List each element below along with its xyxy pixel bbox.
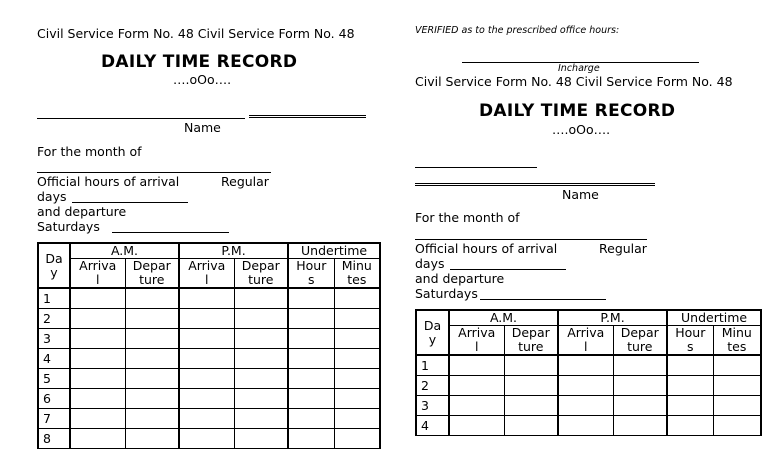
name-line-double (415, 183, 655, 186)
title-ornament: ….oOo…. (173, 72, 232, 87)
month-line (37, 172, 271, 173)
table-row: 2 (38, 309, 380, 329)
verified-text: VERIFIED as to the prescribed office hours: (415, 25, 620, 36)
saturdays-line (112, 232, 229, 233)
name-label: Name (184, 120, 221, 135)
am-header: A.M. (70, 243, 179, 259)
hours-header: Hour s (667, 326, 713, 356)
pm-departure-header: Depar ture (234, 259, 288, 289)
pm-arrival-header: Arriva l (558, 326, 613, 356)
form-header: Civil Service Form No. 48 Civil Service Form No. 48 (415, 74, 733, 89)
name-line-double (249, 115, 366, 118)
form-title: DAILY TIME RECORD (479, 101, 676, 121)
minutes-header: Minu tes (713, 326, 761, 356)
days-line (72, 202, 188, 203)
name-line (415, 167, 537, 168)
table-row: 1 (416, 355, 761, 376)
name-line (37, 118, 245, 119)
pm-header: P.M. (179, 243, 288, 259)
table-row: 1 (38, 288, 380, 309)
table-row: 4 (38, 349, 380, 369)
pm-departure-header: Depar ture (613, 326, 667, 356)
form-title: DAILY TIME RECORD (101, 52, 298, 72)
am-departure-header: Depar ture (125, 259, 179, 289)
name-label: Name (562, 187, 599, 202)
regular-label: Regular (599, 241, 647, 256)
table-row: 4 (416, 416, 761, 436)
month-label: For the month of (37, 144, 142, 159)
saturdays-label: Saturdays (37, 219, 100, 234)
am-header: A.M. (449, 310, 558, 326)
table-row: 2 (416, 376, 761, 396)
am-arrival-header: Arriva l (70, 259, 125, 289)
official-hours-label: Official hours of arrival (37, 174, 180, 189)
day-header: Da y (38, 243, 70, 288)
saturdays-label: Saturdays (415, 286, 478, 301)
incharge-label: Incharge (558, 63, 600, 74)
table-row: 6 (38, 389, 380, 409)
title-ornament: ….oOo…. (552, 122, 611, 137)
departure-label: and departure (37, 204, 127, 219)
month-label: For the month of (415, 210, 520, 225)
saturdays-line (480, 299, 606, 300)
day-header: Da y (416, 310, 449, 355)
days-line (450, 269, 566, 270)
days-label: days (415, 256, 445, 271)
undertime-header: Undertime (667, 310, 761, 326)
month-line (415, 239, 647, 240)
table-row: 3 (416, 396, 761, 416)
pm-arrival-header: Arriva l (179, 259, 234, 289)
departure-label: and departure (415, 271, 505, 286)
regular-label: Regular (221, 174, 269, 189)
minutes-header: Minu tes (334, 259, 380, 289)
table-row: 7 (38, 409, 380, 429)
official-hours-label: Official hours of arrival (415, 241, 558, 256)
table-row: 8 (38, 429, 380, 449)
am-departure-header: Depar ture (504, 326, 558, 356)
dtr-table-right (415, 309, 762, 436)
pm-header: P.M. (558, 310, 667, 326)
am-arrival-header: Arriva l (449, 326, 504, 356)
form-header: Civil Service Form No. 48 Civil Service Form No. 48 (37, 26, 355, 41)
table-row: 3 (38, 329, 380, 349)
table-row: 5 (38, 369, 380, 389)
hours-header: Hour s (288, 259, 334, 289)
undertime-header: Undertime (288, 243, 380, 259)
dtr-table-left (37, 242, 381, 449)
days-label: days (37, 189, 67, 204)
